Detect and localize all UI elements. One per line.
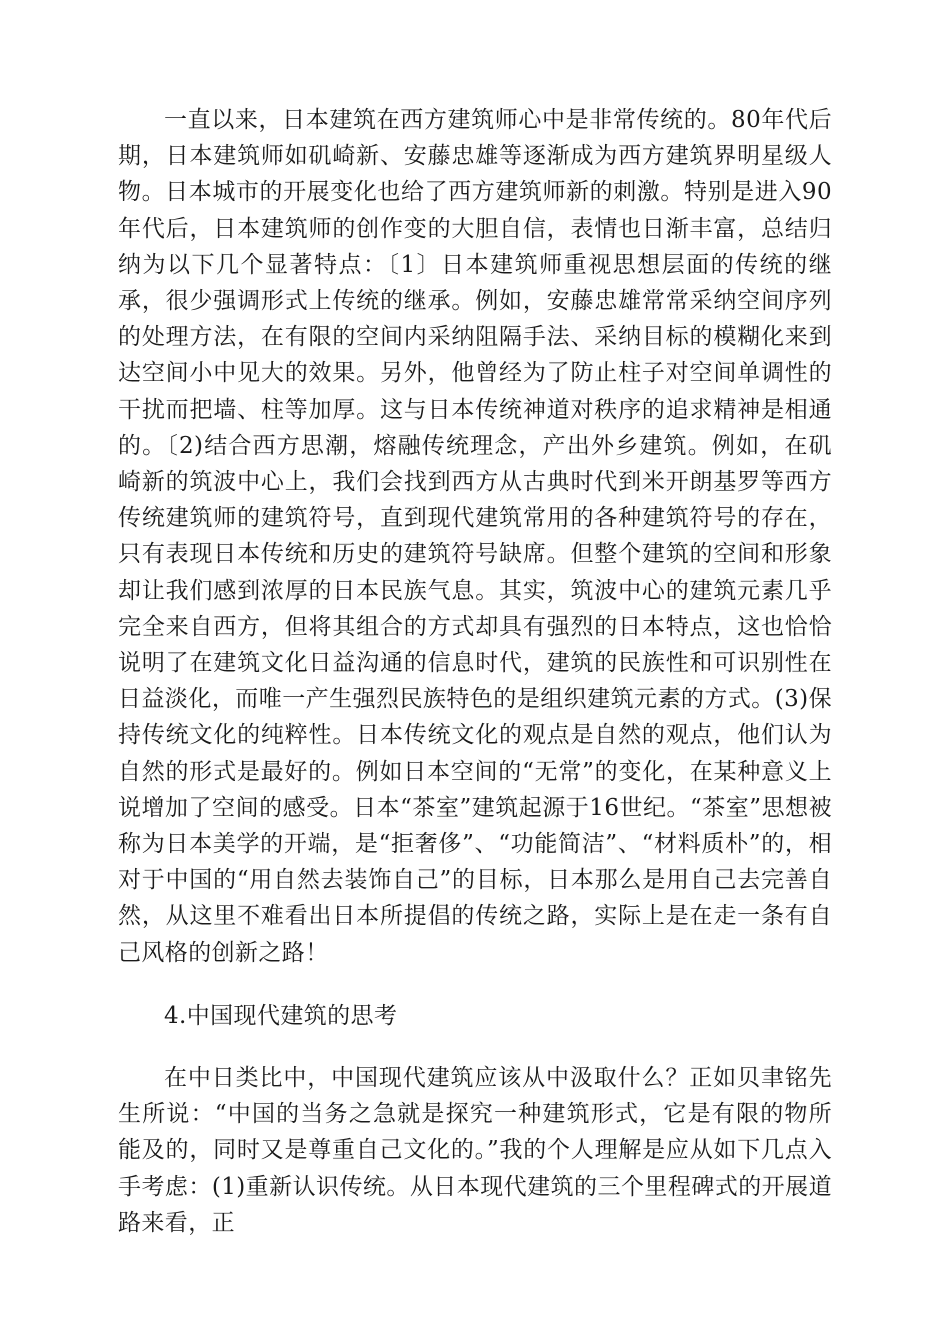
section-heading: 4.中国现代建筑的思考: [164, 1002, 398, 1029]
body-paragraph: 在中日类比中，中国现代建筑应该从中汲取什么？正如贝聿铭先生所说：“中国的当务之急就是探究一种建筑形式，它是有限的物所能及的，同时又是尊重自己文化的。”我的个人理解是应从如下几点入手考虑：(1)重新认识传统。从日本现代建筑的三个里程碑式的开展道路来看，正: [118, 1065, 832, 1236]
document-page: [118, 102, 832, 1241]
body-paragraph: 一直以来，日本建筑在西方建筑师心中是非常传统的。80年代后期，日本建筑师如矶崎新、安藤忠雄等逐渐成为西方建筑界明星级人物。日本城市的开展变化也给了西方建筑师新的刺激。特别是进入90年代后，日本建筑师的创作变的大胆自信，表情也日渐丰富，总结归纳为以下几个显著特点：〔1〕日本建筑师重视思想层面的传统的继承，很少强调形式上传统的继承。例如，安藤忠雄常常采纳空间序列的处理方法，在有限的空间内采纳阻隔手法、采纳目标的模糊化来到达空间小中见大的效果。另外，他曾经为了防止柱子对空间单调性的干扰而把墙、柱等加厚。这与日本传统神道对秩序的追求精神是相通的。〔2)结合西方思潮，熔融传统理念，产出外乡建筑。例如，在矶崎新的筑波中心上，我们会找到西方从古典时代到米开朗基罗等西方传统建筑师的建筑符号，直到现代建筑常用的各种建筑符号的存在，只有表现日本传统和历史的建筑符号缺席。但整个建筑的空间和形象却让我们感到浓厚的日本民族气息。其实，筑波中心的建筑元素几乎完全来自西方，但将其组合的方式却具有强烈的日本特点，这也恰恰说明了在建筑文化日益沟通的信息时代，建筑的民族性和可识别性在日益淡化，而唯一产生强烈民族特色的是组织建筑元素的方式。(3)保持传统文化的纯粹性。日本传统文化的观点是自然的观点，他们认为自然的形式是最好的。例如日本空间的“无常”的变化，在某种意义上说增加了空间的感受。日本“茶室”建筑起源于16世纪。“茶室”思想被称为日本美学的开端，是“拒奢侈”、“功能简洁”、“材料质朴”的，相对于中国的“用自然去装饰自己”的目标，日本那么是用自己去完善自然，从这里不难看出日本所提倡的传统之路，实际上是在走一条有自己风格的创新之路！: [118, 107, 832, 966]
